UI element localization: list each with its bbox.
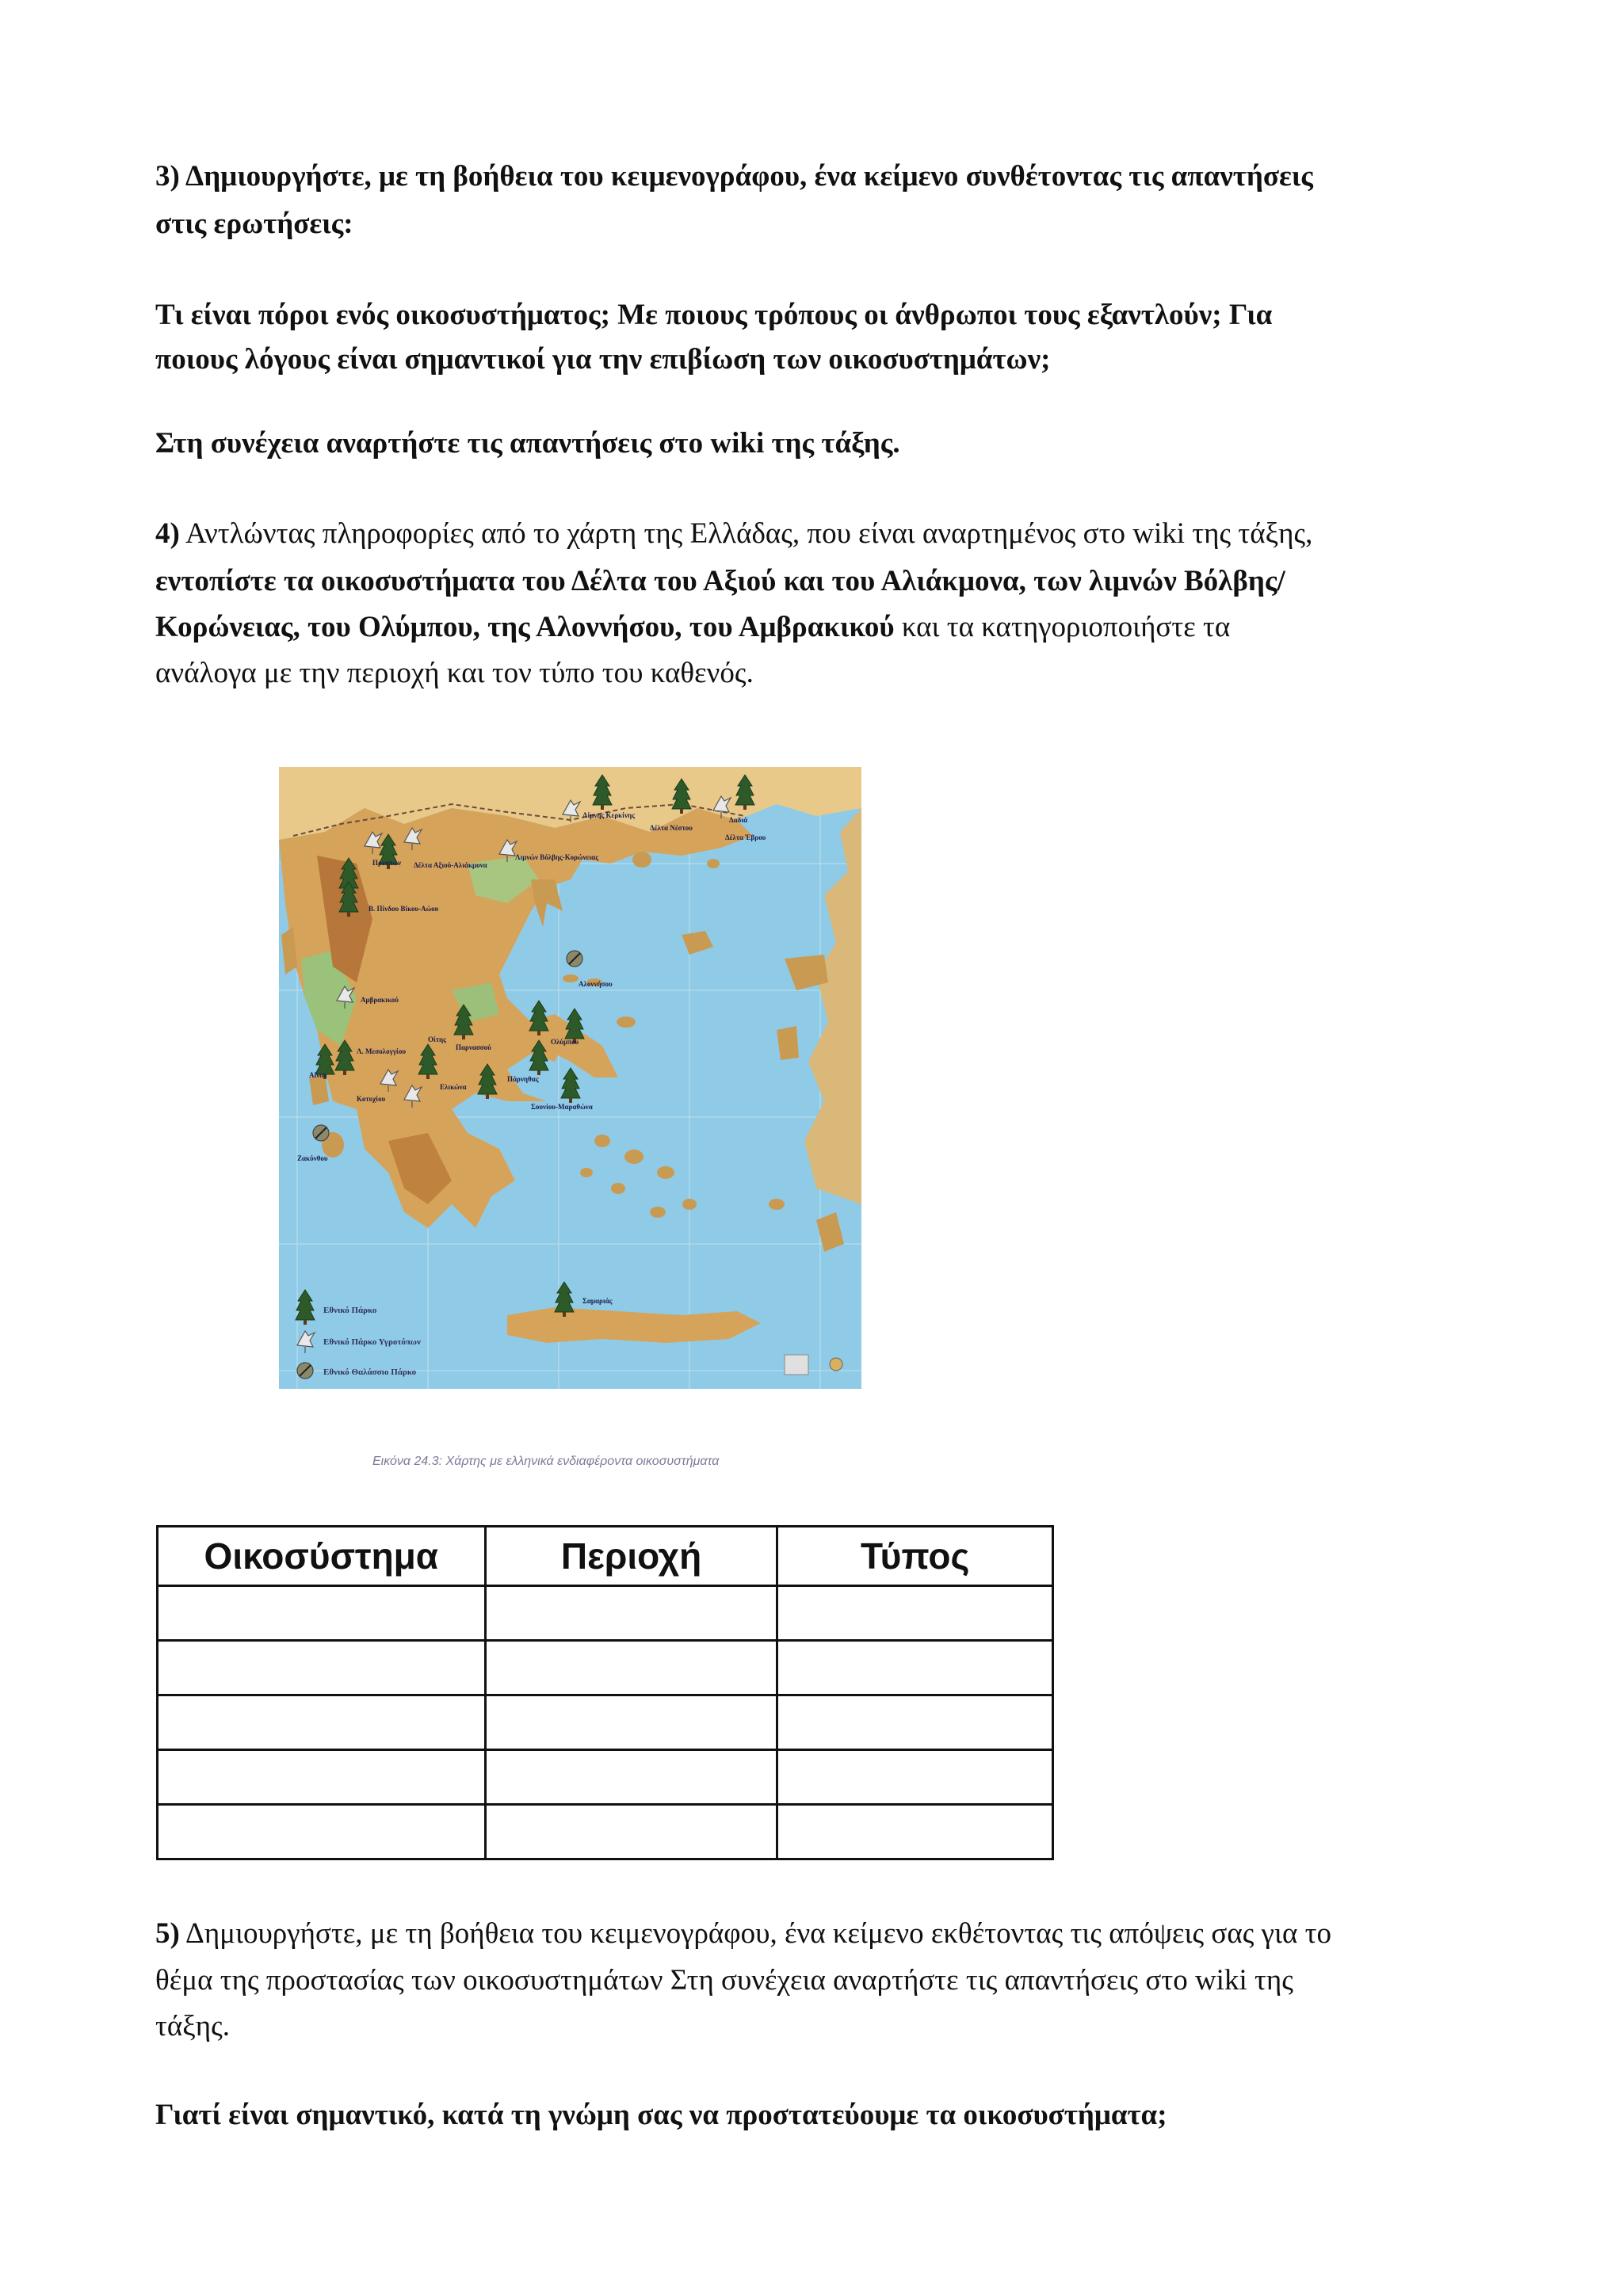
label-elikonos: Ελικώνα [440, 1083, 467, 1091]
table-cell[interactable] [777, 1695, 1053, 1750]
label-prespon: Πρεσπών [372, 859, 402, 867]
table-cell[interactable] [485, 1805, 777, 1859]
table-cell[interactable] [485, 1750, 777, 1805]
table-cell[interactable] [158, 1805, 486, 1859]
label-ainou: Αίνου [309, 1071, 327, 1079]
label-nestou: Δέλτα Νέστου [650, 824, 693, 832]
ecosystems-table [156, 1525, 1054, 1860]
table-row [158, 1750, 1053, 1805]
compass-icon [830, 1358, 842, 1371]
q5-line-3: τάξης. [155, 2010, 230, 2042]
legend-national-park: Εθνικό Πάρκο [323, 1306, 377, 1315]
label-amvrakikou: Αμβρακικού [361, 996, 399, 1004]
kos-island [769, 1199, 785, 1210]
table-cell[interactable] [158, 1586, 486, 1641]
label-samarias: Σαμαριάς [582, 1297, 613, 1305]
q3-instruction-line-2: στις ερωτήσεις: [155, 208, 353, 240]
q4-line-3-text: και τα κατηγοριοποιήστε τα [894, 611, 1231, 643]
q4-number: 4) [155, 517, 180, 550]
samothraki-island [707, 859, 720, 868]
table-cell[interactable] [777, 1805, 1053, 1859]
table-cell[interactable] [485, 1641, 777, 1695]
label-axiou: Δέλτα Αξιού-Αλιάκμονα [414, 861, 487, 869]
q5-line-1 [155, 1910, 1503, 1958]
label-kotychi: Κοτυχίου [357, 1095, 386, 1103]
map-caption: Εικόνα 24.3: Χάρτης με ελληνικά ενδιαφέροντα οικοσυστήματα [372, 1455, 720, 1468]
header-ecosystem: Οικοσύστημα [158, 1527, 486, 1586]
q4-line-3 [155, 604, 1503, 651]
header-region: Περιοχή [485, 1527, 777, 1586]
legend-marine-park: Εθνικό Θαλάσσιο Πάρκο [323, 1367, 417, 1377]
q5-question: Γιατί είναι σημαντικό, κατά τη γνώμη σας να προστατεύουμε τα οικοσυστήματα; [155, 2099, 1167, 2131]
chios-island [777, 1026, 799, 1060]
label-olympou: Ολύμπου [551, 1038, 579, 1046]
label-dadia: Δαδιά [729, 816, 748, 824]
q3-post-instruction: Στη συνέχεια αναρτήστε τις απαντήσεις στο wiki της τάξης. [155, 427, 900, 460]
table-row [158, 1586, 1053, 1641]
table-cell[interactable] [485, 1586, 777, 1641]
q3-questions-line-2: ποιους λόγους είναι σημαντικοί για την επιβίωση των οικοσυστημάτων; [155, 343, 1051, 376]
legend-wetland-park: Εθνικό Πάρκο Υγροτόπων [323, 1337, 421, 1347]
table-row [158, 1641, 1053, 1695]
label-parnassou: Παρνασσού [456, 1043, 491, 1051]
q4-line-3-bold: Κορώνειας, του Ολύμπου, της Αλοννήσου, του Αμβρακικού [155, 611, 895, 643]
table-cell[interactable] [485, 1695, 777, 1750]
label-kerkini: Λίμνης Κερκίνης [582, 811, 635, 819]
q4-line-4: ανάλογα με την περιοχή και τον τύπο του καθενός. [155, 657, 754, 689]
legend-marine-icon [297, 1363, 313, 1379]
table-cell[interactable] [777, 1586, 1053, 1641]
marine-park-icon [313, 1125, 329, 1141]
table-header-row [158, 1527, 1053, 1586]
table-cell[interactable] [158, 1641, 486, 1695]
table-row [158, 1805, 1053, 1859]
label-alonnisou: Αλοννήσου [579, 980, 613, 988]
q4-line-2: εντοπίστε τα οικοσυστήματα του Δέλτα του Αξιού και του Αλιάκμονα, των λιμνών Βόλβης/ [155, 565, 1285, 597]
marine-park-icon [567, 951, 582, 967]
greece-ecosystems-map [269, 761, 872, 1418]
label-oitis: Οίτης [428, 1035, 446, 1043]
inset-map [785, 1355, 808, 1375]
label-sounio: Σουνίου-Μαραθώνα [531, 1103, 593, 1111]
label-evrou: Δέλτα Έβρου [725, 833, 766, 841]
table-cell[interactable] [777, 1641, 1053, 1695]
q4-line-1-text: Αντλώντας πληροφορίες από το χάρτη της Ελλάδας, που είναι αναρτημένος στο wiki της τάξης, [179, 517, 1313, 550]
q5-number: 5) [155, 1917, 180, 1950]
skyros-island [617, 1016, 636, 1028]
label-zakynthou: Ζακύνθου [297, 1154, 328, 1162]
crete-island [507, 1307, 761, 1343]
table-cell[interactable] [158, 1695, 486, 1750]
q5-line-1-text: Δημιουργήστε, με τη βοήθεια του κειμενογράφου, ένα κείμενο εκθέτοντας τις απόψεις σας για το [179, 1917, 1331, 1950]
table-row [158, 1695, 1053, 1750]
label-messologgi: Λ. Μεσολογγίου [357, 1047, 406, 1055]
q3-instruction-line-1: 3) Δημιουργήστε, με τη βοήθεια του κειμενογράφου, ένα κείμενο συνθέτοντας τις απαντήσεις [155, 160, 1313, 193]
q3-questions-line-1: Τι είναι πόροι ενός οικοσυστήματος; Με ποιους τρόπους οι άνθρωποι τους εξαντλούν; Για [155, 299, 1273, 331]
header-type: Τύπος [777, 1527, 1053, 1586]
label-pindou: Β. Πίνδου Βίκου-Αώου [369, 905, 439, 913]
table-cell[interactable] [777, 1750, 1053, 1805]
label-volvis: Λιμνών Βόλβης-Κορώνειας [515, 853, 598, 861]
q4-line-1 [155, 510, 1503, 558]
label-parnithas: Πάρνηθας [507, 1075, 539, 1083]
thassos-island [632, 852, 651, 868]
skiathos-island [563, 974, 579, 982]
table-cell[interactable] [158, 1750, 486, 1805]
q5-line-2: θέμα της προστασίας των οικοσυστημάτων Στη συνέχεια αναρτήστε τις απαντήσεις στο wiki της [155, 1964, 1293, 1997]
